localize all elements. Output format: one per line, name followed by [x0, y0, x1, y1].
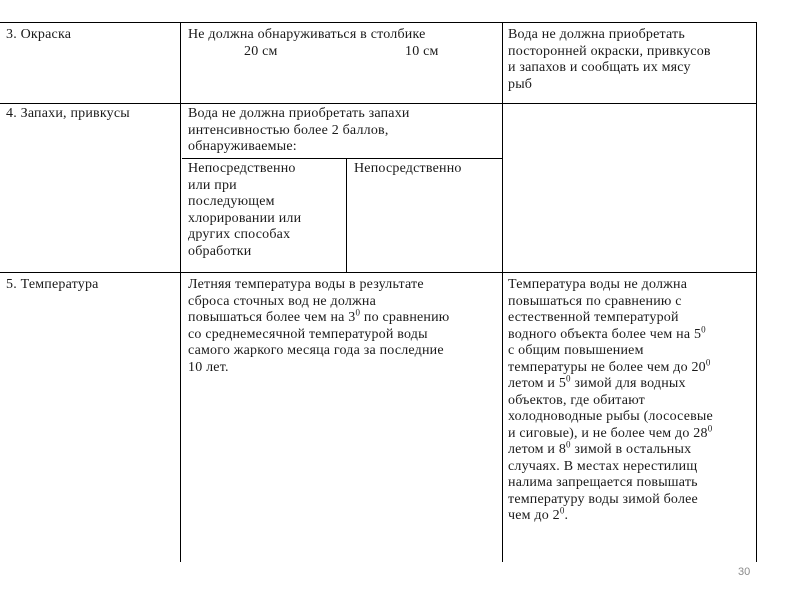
row4-subcell-left: Непосредственно или при последующем хлорировании или других способах обработки [188, 161, 302, 259]
row4-col2: Вода не должна приобретать запахи интенсивностью более 2 баллов, обнаруживаемые: [188, 106, 410, 154]
row4-subcell-right: Непосредственно [354, 161, 462, 176]
row3-label: 3. Окраска [6, 27, 72, 42]
row5-col3: Температура воды не должна повышаться по сравнению с естественной температурой водного объекта более чем на $5^0$ с общим повышением температуры не более чем до $20^0$ летом и $5^0$ зимой для водных объектов, где обитают холодноводные рыбы (лососевые и сиговые), и не более чем до $28^0$ летом и $8^0$ зимой в остальных случаях. В местах нерестилищ налима запрещается повышать температуру воды зимой более чем до $2^0$. [508, 277, 713, 523]
subcolumn-divider [346, 158, 347, 272]
column-divider-2 [502, 22, 503, 562]
row-divider-3-4 [0, 103, 756, 104]
column-divider-1 [180, 22, 181, 562]
row3-value-20cm: 20 см [244, 44, 278, 59]
row3-col2: Не должна обнаруживаться в столбике [188, 27, 426, 42]
table-border-top [0, 22, 756, 23]
row5-col2: Летняя температура воды в результате сброса сточных вод не должна повышаться более чем на $3^0$ по сравнению со среднемесячной температурой воды самого жаркого месяца года за последние 10 лет. [188, 277, 450, 375]
table-border-right [756, 22, 757, 562]
row5-label: 5. Температура [6, 277, 99, 292]
row-divider-4-5 [0, 272, 756, 273]
page-number: 30 [738, 566, 751, 578]
subcell-divider [182, 158, 502, 159]
row3-col3: Вода не должна приобретать посторонней окраски, привкусов и запахов и сообщать их мясу рыб [508, 27, 711, 92]
row4-label: 4. Запахи, привкусы [6, 106, 130, 121]
row3-value-10cm: 10 см [405, 44, 439, 59]
